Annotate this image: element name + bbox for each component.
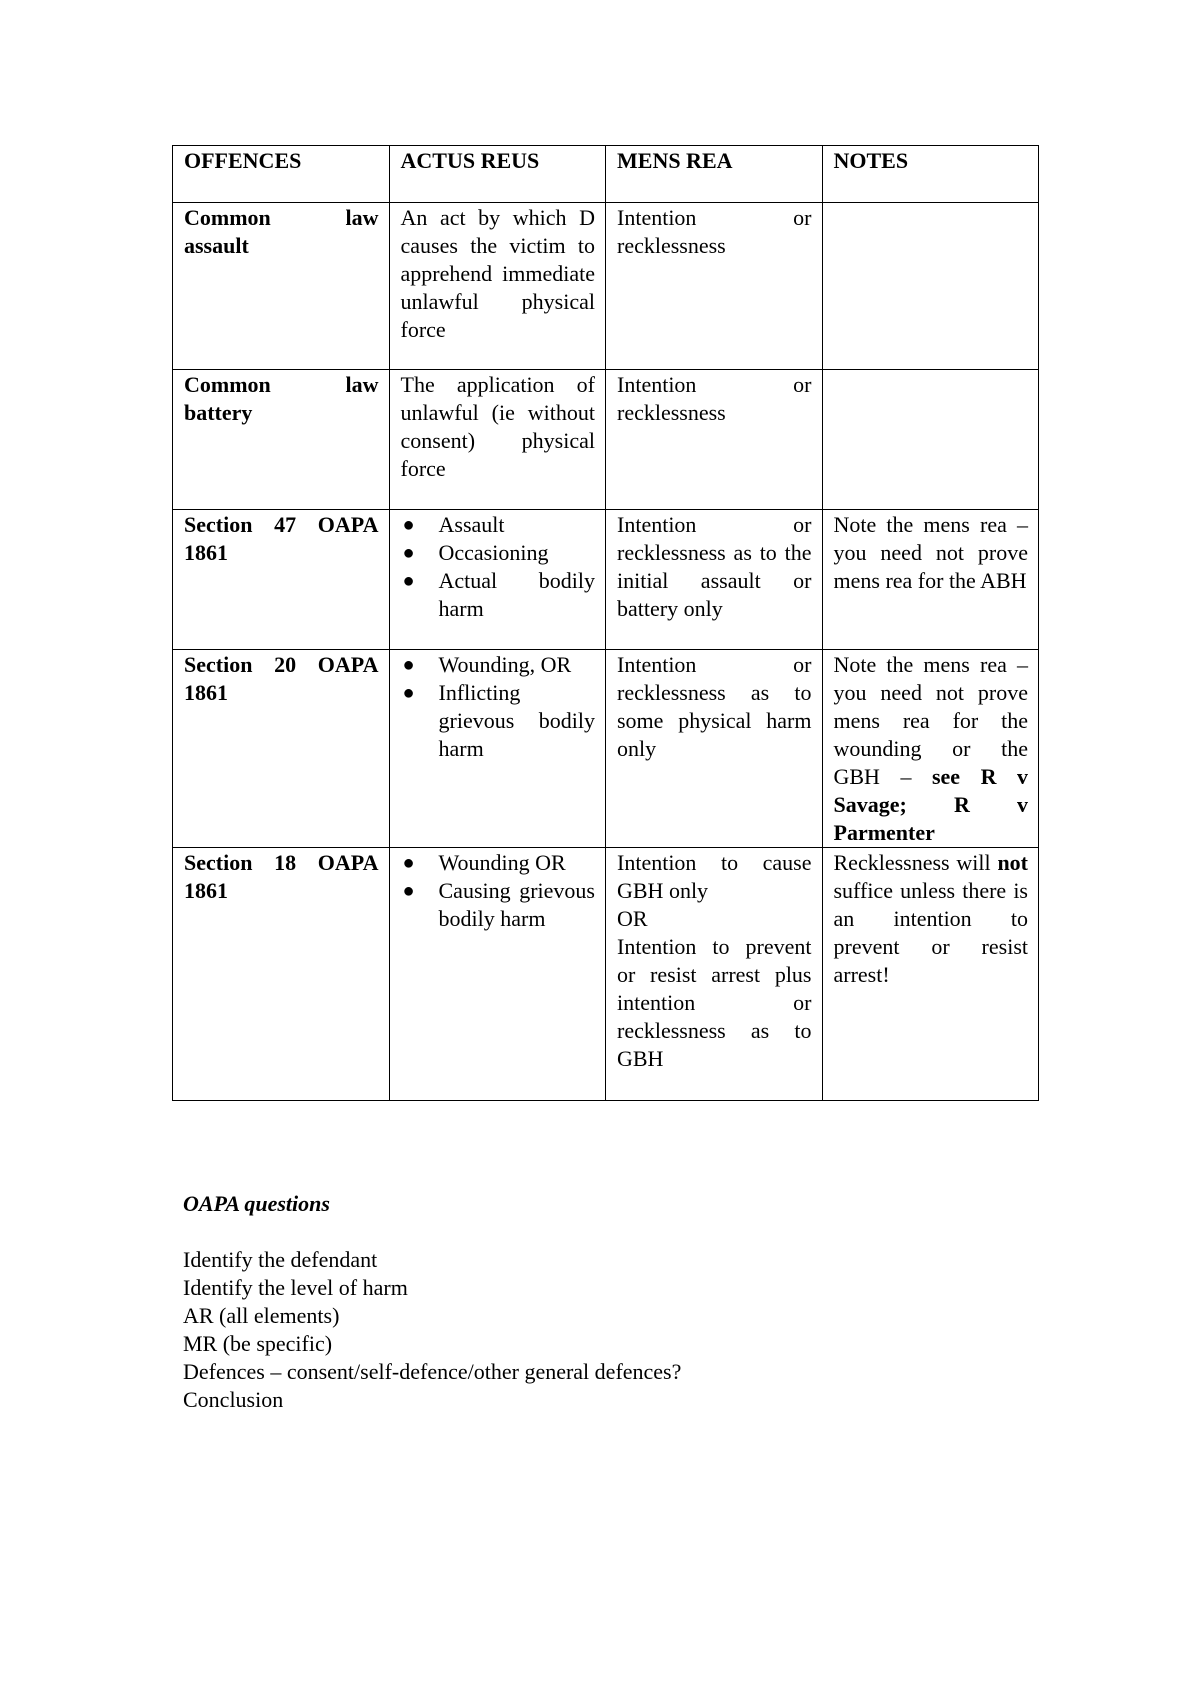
bullet-icon: ● bbox=[402, 542, 415, 564]
offence-cell: Common law assault bbox=[173, 203, 390, 370]
offence-cell: Section 47 OAPA 1861 bbox=[173, 510, 390, 650]
notes-cell: Note the mens rea – you need not prove mens rea for the ABH bbox=[822, 510, 1039, 650]
mens-rea-cell: Intention or recklessness as to the initial assault or battery only bbox=[606, 510, 823, 650]
list-item: ● Assault bbox=[402, 512, 505, 537]
list-item: ● Actual bodily harm bbox=[402, 568, 595, 621]
actus-reus-cell: An act by which D causes the victim to apprehend immediate unlawful physical force bbox=[389, 203, 606, 370]
table-row bbox=[173, 203, 1039, 370]
mens-rea-cell: Intention or recklessness bbox=[606, 370, 823, 510]
offence-cell: Section 20 OAPA 1861 bbox=[173, 650, 390, 848]
actus-reus-cell bbox=[389, 848, 606, 1101]
actus-reus-list bbox=[401, 651, 596, 763]
oapa-questions-section bbox=[183, 1190, 681, 1414]
mens-rea-line: Intention to prevent or resist arrest plus intention or recklessness as to GBH bbox=[617, 934, 812, 1071]
table-row bbox=[173, 370, 1039, 510]
list-item: ● Occasioning bbox=[402, 540, 549, 565]
table-row bbox=[173, 510, 1039, 650]
bullet-icon: ● bbox=[402, 654, 415, 676]
offences-table bbox=[172, 145, 1039, 1101]
actus-reus-cell bbox=[389, 510, 606, 650]
list-item: Identify the defendant bbox=[183, 1247, 378, 1272]
header-actus-reus: ACTUS REUS bbox=[389, 146, 606, 203]
list-item: Identify the level of harm bbox=[183, 1275, 408, 1300]
notes-text: suffice unless there is an intention to prevent or resist arrest! bbox=[833, 878, 1028, 987]
mens-rea-line: Intention to cause GBH only bbox=[617, 850, 812, 903]
mens-rea-line: OR bbox=[617, 906, 648, 931]
list-item: ● Inflicting grievous bodily harm bbox=[402, 680, 595, 761]
notes-text: Note the mens rea – you need not prove mens rea for the wounding or the GBH – bbox=[833, 652, 1028, 789]
bullet-icon: ● bbox=[402, 682, 415, 704]
actus-reus-cell bbox=[389, 650, 606, 848]
bullet-icon: ● bbox=[402, 852, 415, 874]
header-mens-rea: MENS REA bbox=[606, 146, 823, 203]
notes-cell bbox=[822, 370, 1039, 510]
notes-cell bbox=[822, 848, 1039, 1101]
mens-rea-cell: Intention or recklessness bbox=[606, 203, 823, 370]
table-row bbox=[173, 650, 1039, 848]
list-item: ● Causing grievous bodily harm bbox=[402, 878, 595, 931]
section-heading: OAPA questions bbox=[183, 1191, 330, 1216]
notes-text: Recklessness will bbox=[833, 850, 998, 875]
actus-reus-cell: The application of unlawful (ie without consent) physical force bbox=[389, 370, 606, 510]
list-item: Conclusion bbox=[183, 1387, 284, 1412]
list-item: MR (be specific) bbox=[183, 1331, 333, 1356]
offence-cell: Section 18 OAPA 1861 bbox=[173, 848, 390, 1101]
table-row bbox=[173, 848, 1039, 1101]
header-notes: NOTES bbox=[822, 146, 1039, 203]
header-offences: OFFENCES bbox=[173, 146, 390, 203]
bullet-icon: ● bbox=[402, 570, 415, 592]
notes-emphasis: not bbox=[997, 850, 1028, 875]
offence-cell: Common law battery bbox=[173, 370, 390, 510]
list-item: ● Wounding OR bbox=[402, 850, 566, 875]
notes-cell bbox=[822, 650, 1039, 848]
actus-reus-list bbox=[401, 511, 596, 623]
notes-cell bbox=[822, 203, 1039, 370]
list-item: ● Wounding, OR bbox=[402, 652, 572, 677]
bullet-icon: ● bbox=[402, 880, 415, 902]
list-item: Defences – consent/self-defence/other general defences? bbox=[183, 1359, 682, 1384]
table-header-row bbox=[173, 146, 1039, 203]
mens-rea-cell: Intention or recklessness as to some physical harm only bbox=[606, 650, 823, 848]
list-item: AR (all elements) bbox=[183, 1303, 340, 1328]
actus-reus-list bbox=[401, 849, 596, 933]
bullet-icon: ● bbox=[402, 514, 415, 536]
case-citation: see R v Savage; R v Parmenter bbox=[833, 764, 1028, 845]
mens-rea-cell bbox=[606, 848, 823, 1101]
